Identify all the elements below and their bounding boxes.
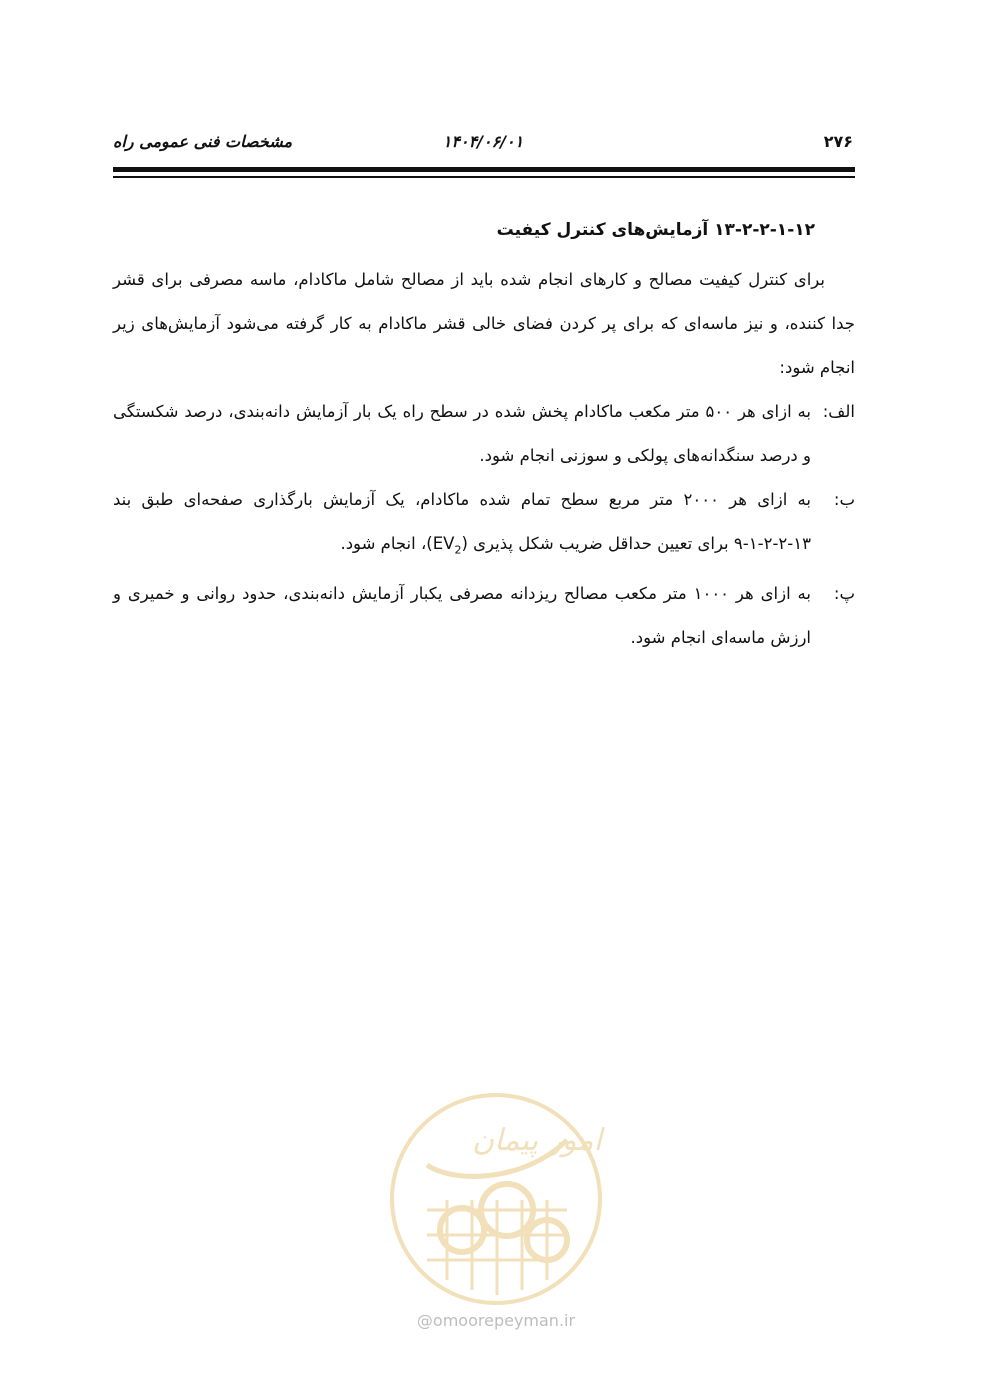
section-heading: ۱۳-۲-۲-۱-۱۲ آزمایش‌های کنترل کیفیت — [496, 220, 815, 240]
page-header — [113, 126, 853, 156]
header-title: مشخصات فنی عمومی راه — [113, 132, 293, 151]
list-item — [113, 572, 855, 660]
header-date: ۱۴۰۴/۰۶/۰۱ — [442, 132, 524, 151]
item-text-before: به ازای هر ۲۰۰۰ متر مربع سطح تمام شده ماکادام، یک آزمایش بارگذاری صفحه‌ای طبق بند ۱۳-۲-۲-۱-۹ برای تعیین حداقل ضریب شکل پذیری ( — [113, 490, 811, 553]
header-rule-thick — [113, 167, 855, 172]
item-marker: پ: — [833, 584, 855, 604]
section-content — [113, 208, 855, 660]
page-number: ۲۷۶ — [823, 132, 853, 151]
item-text — [113, 478, 811, 572]
logo-text: امور پیمان — [472, 1123, 602, 1158]
list-item — [113, 478, 855, 572]
formula — [432, 534, 462, 557]
watermark-logo — [387, 1090, 605, 1308]
item-text-after: )، انجام شود. — [340, 534, 433, 553]
list-item — [113, 390, 855, 478]
item-marker: الف: — [822, 402, 855, 421]
item-text: به ازای هر ۵۰۰ متر مکعب ماکادام پخش شده در سطح راه یک بار آزمایش دانه‌بندی، درصد شکستگی و درصد سنگدانه‌های پولکی و سوزنی انجام شود. — [113, 402, 811, 465]
watermark-url: @omoorepeyman.ir — [416, 1311, 576, 1330]
formula-subscript: 2 — [454, 543, 462, 557]
header-rule-thin — [113, 176, 855, 178]
intro-paragraph: برای کنترل کیفیت مصالح و کارهای انجام شده باید از مصالح شامل ماکادام، ماسه مصرفی برای قشر جدا کننده، و نیز ماسه‌ای که برای پر کردن فضای خالی قشر ماکادام به کار گرفته می‌شود آزمایش‌های زیر انجام شود: — [113, 270, 855, 377]
item-marker: ب: — [833, 490, 855, 509]
formula-main: EV — [432, 534, 455, 553]
item-text: به ازای هر ۱۰۰۰ متر مکعب مصالح ریزدانه مصرفی یکبار آزمایش دانه‌بندی، حدود روانی و خمیری و ارزش ماسه‌ای انجام شود. — [113, 584, 811, 648]
